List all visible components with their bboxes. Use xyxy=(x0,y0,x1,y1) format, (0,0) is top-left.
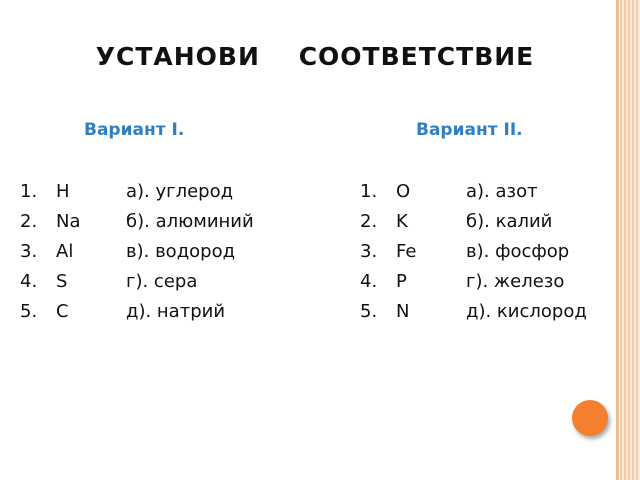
item-number: 2. xyxy=(20,211,38,232)
element-symbol: O xyxy=(396,181,411,202)
item-number: 5. xyxy=(20,301,38,322)
item-number: 4. xyxy=(360,271,378,292)
variant-1-list xyxy=(20,180,316,330)
list-item xyxy=(20,240,316,264)
item-number: 2. xyxy=(360,211,378,232)
element-name: б). калий xyxy=(466,211,553,232)
element-symbol: Fe xyxy=(396,241,417,262)
element-name: д). кислород xyxy=(466,301,587,322)
element-name: а). азот xyxy=(466,181,538,202)
list-item xyxy=(20,180,316,204)
list-item xyxy=(20,270,316,294)
list-item xyxy=(20,300,316,324)
item-number: 5. xyxy=(360,301,378,322)
element-symbol: S xyxy=(56,271,68,292)
element-symbol: Al xyxy=(56,241,74,262)
element-symbol: P xyxy=(396,271,407,292)
element-symbol: C xyxy=(56,301,69,322)
element-symbol: K xyxy=(396,211,408,232)
variant-2-heading: Вариант II. xyxy=(416,120,523,140)
item-number: 3. xyxy=(20,241,38,262)
element-name: г). железо xyxy=(466,271,565,292)
item-number: 4. xyxy=(20,271,38,292)
orange-circle-icon xyxy=(572,400,608,436)
element-name: в). водород xyxy=(126,241,236,262)
list-item xyxy=(20,210,316,234)
list-item xyxy=(360,240,640,264)
list-item xyxy=(360,180,640,204)
list-item xyxy=(360,300,640,324)
slide-title: УСТАНОВИ СООТВЕТСТВИЕ xyxy=(95,42,535,71)
list-item xyxy=(360,270,640,294)
element-name: б). алюминий xyxy=(126,211,254,232)
list-item xyxy=(360,210,640,234)
variant-2-list xyxy=(360,180,640,330)
element-symbol: H xyxy=(56,181,70,202)
element-name: д). натрий xyxy=(126,301,226,322)
item-number: 1. xyxy=(20,181,38,202)
element-name: а). углерод xyxy=(126,181,234,202)
element-name: в). фосфор xyxy=(466,241,570,262)
element-symbol: N xyxy=(396,301,410,322)
variant-1-heading: Вариант I. xyxy=(84,120,185,140)
item-number: 1. xyxy=(360,181,378,202)
element-symbol: Na xyxy=(56,211,81,232)
item-number: 3. xyxy=(360,241,378,262)
element-name: г). сера xyxy=(126,271,198,292)
